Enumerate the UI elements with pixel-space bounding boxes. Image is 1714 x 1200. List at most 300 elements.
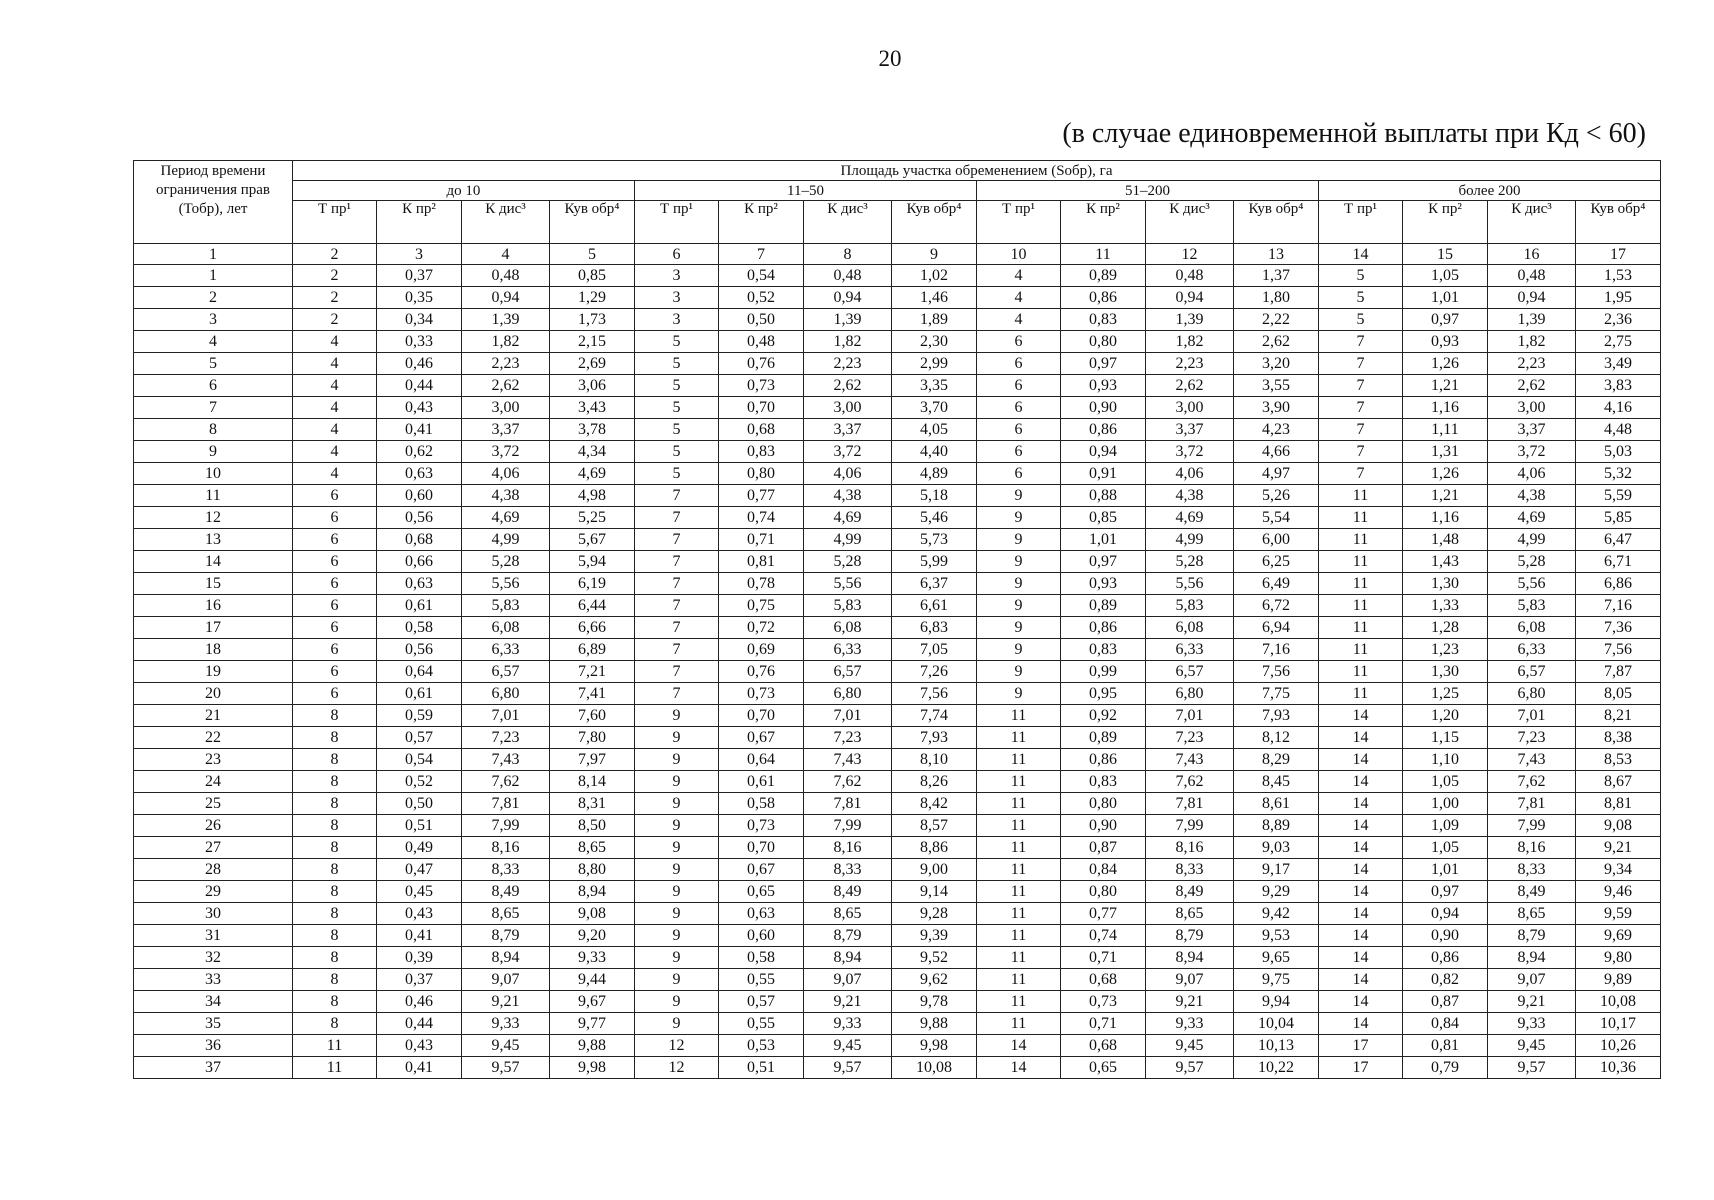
table-cell: 0,44	[377, 375, 462, 397]
table-cell: 0,94	[1061, 441, 1146, 463]
table-cell: 0,90	[1061, 815, 1146, 837]
table-cell: 6,80	[462, 683, 550, 705]
table-cell: 7	[635, 617, 719, 639]
table-row	[134, 529, 1661, 551]
table-cell: 4,05	[892, 419, 977, 441]
table-cell: 11	[1319, 529, 1403, 551]
table-cell: 6	[293, 507, 377, 529]
table-cell: 7	[635, 485, 719, 507]
table-cell: 4,38	[1146, 485, 1234, 507]
table-cell: 0,54	[719, 265, 804, 287]
table-cell: 0,97	[1061, 353, 1146, 375]
period-cell: 7	[134, 397, 293, 419]
table-cell: 14	[1319, 903, 1403, 925]
table-cell: 12	[635, 1057, 719, 1079]
table-cell: 0,46	[377, 991, 462, 1013]
period-cell: 21	[134, 705, 293, 727]
table-cell: 0,72	[719, 617, 804, 639]
table-cell: 7,80	[550, 727, 635, 749]
table-cell: 0,73	[719, 815, 804, 837]
table-cell: 6	[293, 551, 377, 573]
table-cell: 4,69	[550, 463, 635, 485]
table-cell: 0,76	[719, 661, 804, 683]
table-cell: 9	[635, 947, 719, 969]
table-cell: 14	[1319, 771, 1403, 793]
table-cell: 1,33	[1403, 595, 1488, 617]
table-cell: 6,25	[1234, 551, 1319, 573]
table-cell: 0,87	[1061, 837, 1146, 859]
table-cell: 7	[1319, 463, 1403, 485]
table-cell: 2,23	[462, 353, 550, 375]
table-row	[134, 881, 1661, 903]
table-cell: 0,56	[377, 507, 462, 529]
table-cell: 2,23	[804, 353, 892, 375]
table-cell: 1,30	[1403, 661, 1488, 683]
table-cell: 5,56	[462, 573, 550, 595]
table-cell: 3,37	[1488, 419, 1576, 441]
table-cell: 6,89	[550, 639, 635, 661]
table-cell: 10,08	[1576, 991, 1661, 1013]
table-cell: 0,57	[719, 991, 804, 1013]
table-cell: 1,39	[804, 309, 892, 331]
table-cell: 7,16	[1234, 639, 1319, 661]
table-cell: 11	[977, 771, 1061, 793]
table-cell: 6	[293, 595, 377, 617]
table-cell: 6	[977, 441, 1061, 463]
table-cell: 4	[977, 309, 1061, 331]
table-cell: 1,31	[1403, 441, 1488, 463]
sub-header: К дис³	[462, 201, 550, 244]
table-cell: 3	[635, 309, 719, 331]
table-cell: 9,21	[1488, 991, 1576, 1013]
table-cell: 0,59	[377, 705, 462, 727]
table-cell: 0,60	[719, 925, 804, 947]
table-cell: 4	[977, 265, 1061, 287]
table-cell: 0,68	[1061, 1035, 1146, 1057]
table-row	[134, 903, 1661, 925]
table-cell: 4,99	[1146, 529, 1234, 551]
table-cell: 8,33	[1146, 859, 1234, 881]
table-cell: 8,94	[1488, 947, 1576, 969]
table-cell: 9,07	[462, 969, 550, 991]
table-cell: 7	[635, 639, 719, 661]
table-cell: 0,89	[1061, 727, 1146, 749]
table-cell: 5,32	[1576, 463, 1661, 485]
period-cell: 24	[134, 771, 293, 793]
sub-header: К дис³	[1488, 201, 1576, 244]
table-cell: 6,61	[892, 595, 977, 617]
table-cell: 7,93	[892, 727, 977, 749]
table-cell: 4,34	[550, 441, 635, 463]
table-cell: 8,65	[1146, 903, 1234, 925]
table-cell: 10,08	[892, 1057, 977, 1079]
table-row	[134, 463, 1661, 485]
table-row	[134, 771, 1661, 793]
table-cell: 8	[293, 749, 377, 771]
table-cell: 0,69	[719, 639, 804, 661]
period-cell: 22	[134, 727, 293, 749]
group-header-51-200: 51–200	[977, 181, 1319, 201]
table-cell: 9,08	[550, 903, 635, 925]
table-cell: 10,17	[1576, 1013, 1661, 1035]
table-cell: 4,99	[804, 529, 892, 551]
table-cell: 14	[1319, 837, 1403, 859]
table-cell: 5	[635, 419, 719, 441]
table-cell: 0,61	[719, 771, 804, 793]
period-cell: 29	[134, 881, 293, 903]
table-cell: 8	[293, 881, 377, 903]
table-cell: 4,40	[892, 441, 977, 463]
table-cell: 0,66	[377, 551, 462, 573]
table-row	[134, 1057, 1661, 1079]
table-cell: 0,43	[377, 1035, 462, 1057]
table-cell: 9,42	[1234, 903, 1319, 925]
table-cell: 3,43	[550, 397, 635, 419]
table-cell: 0,52	[377, 771, 462, 793]
table-cell: 1,10	[1403, 749, 1488, 771]
table-row	[134, 815, 1661, 837]
column-number-cell: 7	[719, 244, 804, 265]
table-cell: 9,98	[550, 1057, 635, 1079]
period-cell: 5	[134, 353, 293, 375]
table-cell: 14	[1319, 749, 1403, 771]
period-cell: 17	[134, 617, 293, 639]
table-cell: 4,23	[1234, 419, 1319, 441]
table-cell: 0,39	[377, 947, 462, 969]
table-cell: 8,61	[1234, 793, 1319, 815]
table-cell: 9	[635, 925, 719, 947]
table-cell: 5,54	[1234, 507, 1319, 529]
table-cell: 14	[1319, 727, 1403, 749]
table-row	[134, 419, 1661, 441]
table-cell: 8,33	[1488, 859, 1576, 881]
period-cell: 12	[134, 507, 293, 529]
table-cell: 0,93	[1403, 331, 1488, 353]
table-cell: 9	[977, 617, 1061, 639]
table-cell: 7,01	[1146, 705, 1234, 727]
sub-header: К дис³	[804, 201, 892, 244]
column-number-cell: 17	[1576, 244, 1661, 265]
table-cell: 4,66	[1234, 441, 1319, 463]
table-cell: 0,61	[377, 595, 462, 617]
table-cell: 7,21	[550, 661, 635, 683]
table-row	[134, 793, 1661, 815]
table-cell: 0,90	[1403, 925, 1488, 947]
table-cell: 11	[977, 705, 1061, 727]
table-cell: 8,79	[1488, 925, 1576, 947]
table-cell: 5,56	[804, 573, 892, 595]
column-number-cell: 15	[1403, 244, 1488, 265]
table-cell: 8,79	[804, 925, 892, 947]
table-cell: 0,86	[1061, 617, 1146, 639]
table-cell: 7	[1319, 353, 1403, 375]
table-cell: 11	[1319, 595, 1403, 617]
table-cell: 0,37	[377, 969, 462, 991]
table-cell: 0,53	[719, 1035, 804, 1057]
table-cell: 0,74	[719, 507, 804, 529]
table-cell: 6	[293, 639, 377, 661]
table-cell: 0,80	[1061, 881, 1146, 903]
table-cell: 0,54	[377, 749, 462, 771]
table-cell: 0,35	[377, 287, 462, 309]
table-cell: 6,44	[550, 595, 635, 617]
table-cell: 0,84	[1403, 1013, 1488, 1035]
table-cell: 8	[293, 793, 377, 815]
table-cell: 5,28	[1488, 551, 1576, 573]
period-cell: 6	[134, 375, 293, 397]
period-cell: 18	[134, 639, 293, 661]
table-cell: 8	[293, 815, 377, 837]
table-cell: 1,82	[1146, 331, 1234, 353]
table-cell: 1,05	[1403, 771, 1488, 793]
table-cell: 8,16	[804, 837, 892, 859]
area-header: Площадь участка обременением (Sобр), га	[293, 161, 1661, 181]
table-cell: 4	[293, 419, 377, 441]
table-cell: 0,41	[377, 1057, 462, 1079]
table-cell: 7,23	[1488, 727, 1576, 749]
table-cell: 1,39	[1488, 309, 1576, 331]
table-cell: 8,16	[462, 837, 550, 859]
table-cell: 7,01	[1488, 705, 1576, 727]
table-cell: 6,72	[1234, 595, 1319, 617]
table-cell: 5,99	[892, 551, 977, 573]
group-header-over-200: более 200	[1319, 181, 1661, 201]
table-cell: 3	[635, 265, 719, 287]
table-cell: 1,11	[1403, 419, 1488, 441]
table-cell: 6,08	[462, 617, 550, 639]
table-cell: 8,94	[462, 947, 550, 969]
table-cell: 7	[635, 573, 719, 595]
table-cell: 4,48	[1576, 419, 1661, 441]
table-cell: 0,48	[804, 265, 892, 287]
sub-header: К пр²	[719, 201, 804, 244]
table-cell: 7,56	[892, 683, 977, 705]
table-cell: 0,79	[1403, 1057, 1488, 1079]
table-row	[134, 287, 1661, 309]
table-cell: 1,82	[1488, 331, 1576, 353]
table-row	[134, 331, 1661, 353]
table-cell: 1,02	[892, 265, 977, 287]
table-cell: 1,01	[1061, 529, 1146, 551]
table-cell: 5	[635, 397, 719, 419]
table-cell: 9,45	[462, 1035, 550, 1057]
table-cell: 3,06	[550, 375, 635, 397]
table-cell: 5,28	[804, 551, 892, 573]
table-cell: 9,29	[1234, 881, 1319, 903]
table-cell: 9,34	[1576, 859, 1661, 881]
table-cell: 0,68	[377, 529, 462, 551]
table-cell: 6	[293, 573, 377, 595]
table-cell: 3,72	[1488, 441, 1576, 463]
table-cell: 9,33	[550, 947, 635, 969]
data-table-container	[133, 160, 1655, 1079]
table-cell: 7,81	[1488, 793, 1576, 815]
table-cell: 5	[635, 375, 719, 397]
table-cell: 0,60	[377, 485, 462, 507]
table-cell: 0,48	[719, 331, 804, 353]
table-cell: 6,71	[1576, 551, 1661, 573]
table-cell: 2,23	[1488, 353, 1576, 375]
table-cell: 7,36	[1576, 617, 1661, 639]
table-cell: 3,00	[1488, 397, 1576, 419]
table-cell: 9,45	[804, 1035, 892, 1057]
table-cell: 6,33	[462, 639, 550, 661]
table-cell: 0,75	[719, 595, 804, 617]
column-number-cell: 11	[1061, 244, 1146, 265]
table-cell: 9,00	[892, 859, 977, 881]
table-cell: 7	[1319, 375, 1403, 397]
table-cell: 9,69	[1576, 925, 1661, 947]
table-cell: 1,95	[1576, 287, 1661, 309]
table-cell: 1,23	[1403, 639, 1488, 661]
table-cell: 6,57	[462, 661, 550, 683]
column-number-cell: 12	[1146, 244, 1234, 265]
table-cell: 0,86	[1061, 287, 1146, 309]
table-cell: 8,38	[1576, 727, 1661, 749]
table-cell: 0,94	[1488, 287, 1576, 309]
table-cell: 11	[293, 1057, 377, 1079]
table-cell: 0,86	[1403, 947, 1488, 969]
column-number-row	[134, 244, 1661, 265]
table-cell: 1,25	[1403, 683, 1488, 705]
table-cell: 0,71	[1061, 947, 1146, 969]
table-cell: 8,94	[1146, 947, 1234, 969]
table-cell: 9,67	[550, 991, 635, 1013]
table-cell: 9	[635, 837, 719, 859]
table-cell: 7,97	[550, 749, 635, 771]
table-cell: 11	[977, 859, 1061, 881]
table-cell: 11	[977, 947, 1061, 969]
table-cell: 2,22	[1234, 309, 1319, 331]
table-cell: 1,26	[1403, 463, 1488, 485]
table-cell: 11	[1319, 683, 1403, 705]
table-cell: 0,55	[719, 1013, 804, 1035]
table-cell: 7	[635, 683, 719, 705]
table-cell: 9	[635, 815, 719, 837]
column-number-cell: 3	[377, 244, 462, 265]
table-cell: 11	[977, 903, 1061, 925]
table-cell: 8,49	[1488, 881, 1576, 903]
table-cell: 1,16	[1403, 397, 1488, 419]
table-cell: 9,88	[550, 1035, 635, 1057]
table-cell: 8	[293, 969, 377, 991]
table-cell: 1,00	[1403, 793, 1488, 815]
table-cell: 7,62	[462, 771, 550, 793]
table-cell: 5,25	[550, 507, 635, 529]
table-cell: 3,72	[1146, 441, 1234, 463]
sub-header: Кув обр⁴	[892, 201, 977, 244]
table-cell: 0,63	[719, 903, 804, 925]
table-cell: 6	[977, 419, 1061, 441]
table-cell: 9,57	[1146, 1057, 1234, 1079]
table-cell: 4,06	[1488, 463, 1576, 485]
table-cell: 0,95	[1061, 683, 1146, 705]
column-number-cell: 10	[977, 244, 1061, 265]
table-cell: 0,49	[377, 837, 462, 859]
table-cell: 0,83	[1061, 309, 1146, 331]
table-cell: 11	[977, 837, 1061, 859]
table-cell: 5	[635, 441, 719, 463]
table-cell: 7,93	[1234, 705, 1319, 727]
table-cell: 0,78	[719, 573, 804, 595]
table-cell: 6,37	[892, 573, 977, 595]
table-cell: 5,83	[1146, 595, 1234, 617]
table-cell: 7,81	[462, 793, 550, 815]
table-cell: 0,58	[377, 617, 462, 639]
table-cell: 5,56	[1146, 573, 1234, 595]
table-cell: 0,57	[377, 727, 462, 749]
table-cell: 7,99	[1488, 815, 1576, 837]
table-cell: 1,46	[892, 287, 977, 309]
table-cell: 0,58	[719, 793, 804, 815]
column-number-cell: 2	[293, 244, 377, 265]
table-cell: 3,70	[892, 397, 977, 419]
table-cell: 6,66	[550, 617, 635, 639]
table-cell: 2,75	[1576, 331, 1661, 353]
table-cell: 5,73	[892, 529, 977, 551]
table-cell: 8,67	[1576, 771, 1661, 793]
table-cell: 0,77	[719, 485, 804, 507]
table-cell: 1,15	[1403, 727, 1488, 749]
table-cell: 8,65	[1488, 903, 1576, 925]
table-cell: 14	[1319, 881, 1403, 903]
table-cell: 7	[635, 551, 719, 573]
table-cell: 0,87	[1403, 991, 1488, 1013]
table-cell: 3,55	[1234, 375, 1319, 397]
table-cell: 2,62	[1488, 375, 1576, 397]
table-cell: 0,43	[377, 397, 462, 419]
table-cell: 5	[1319, 309, 1403, 331]
table-cell: 0,51	[719, 1057, 804, 1079]
table-cell: 1,26	[1403, 353, 1488, 375]
table-cell: 5,28	[1146, 551, 1234, 573]
table-cell: 11	[293, 1035, 377, 1057]
table-cell: 4	[293, 441, 377, 463]
table-row	[134, 617, 1661, 639]
table-cell: 9,33	[1488, 1013, 1576, 1035]
table-cell: 9,80	[1576, 947, 1661, 969]
table-cell: 8	[293, 859, 377, 881]
table-cell: 9	[635, 1013, 719, 1035]
table-cell: 8,16	[1146, 837, 1234, 859]
table-cell: 8,94	[804, 947, 892, 969]
period-cell: 30	[134, 903, 293, 925]
table-cell: 2,23	[1146, 353, 1234, 375]
table-cell: 9	[635, 969, 719, 991]
table-cell: 7	[635, 595, 719, 617]
table-cell: 0,55	[719, 969, 804, 991]
table-cell: 0,76	[719, 353, 804, 375]
table-cell: 8	[293, 991, 377, 1013]
table-cell: 6,80	[1146, 683, 1234, 705]
table-cell: 12	[635, 1035, 719, 1057]
table-cell: 9,65	[1234, 947, 1319, 969]
table-row	[134, 375, 1661, 397]
table-cell: 10,22	[1234, 1057, 1319, 1079]
table-cell: 6	[977, 331, 1061, 353]
table-cell: 11	[977, 991, 1061, 1013]
table-row	[134, 705, 1661, 727]
table-cell: 1,43	[1403, 551, 1488, 573]
table-cell: 6	[293, 529, 377, 551]
table-cell: 1,05	[1403, 265, 1488, 287]
table-row	[134, 1013, 1661, 1035]
table-cell: 9	[977, 485, 1061, 507]
table-cell: 0,70	[719, 837, 804, 859]
table-cell: 4	[293, 463, 377, 485]
table-cell: 3,90	[1234, 397, 1319, 419]
table-cell: 6,57	[1488, 661, 1576, 683]
